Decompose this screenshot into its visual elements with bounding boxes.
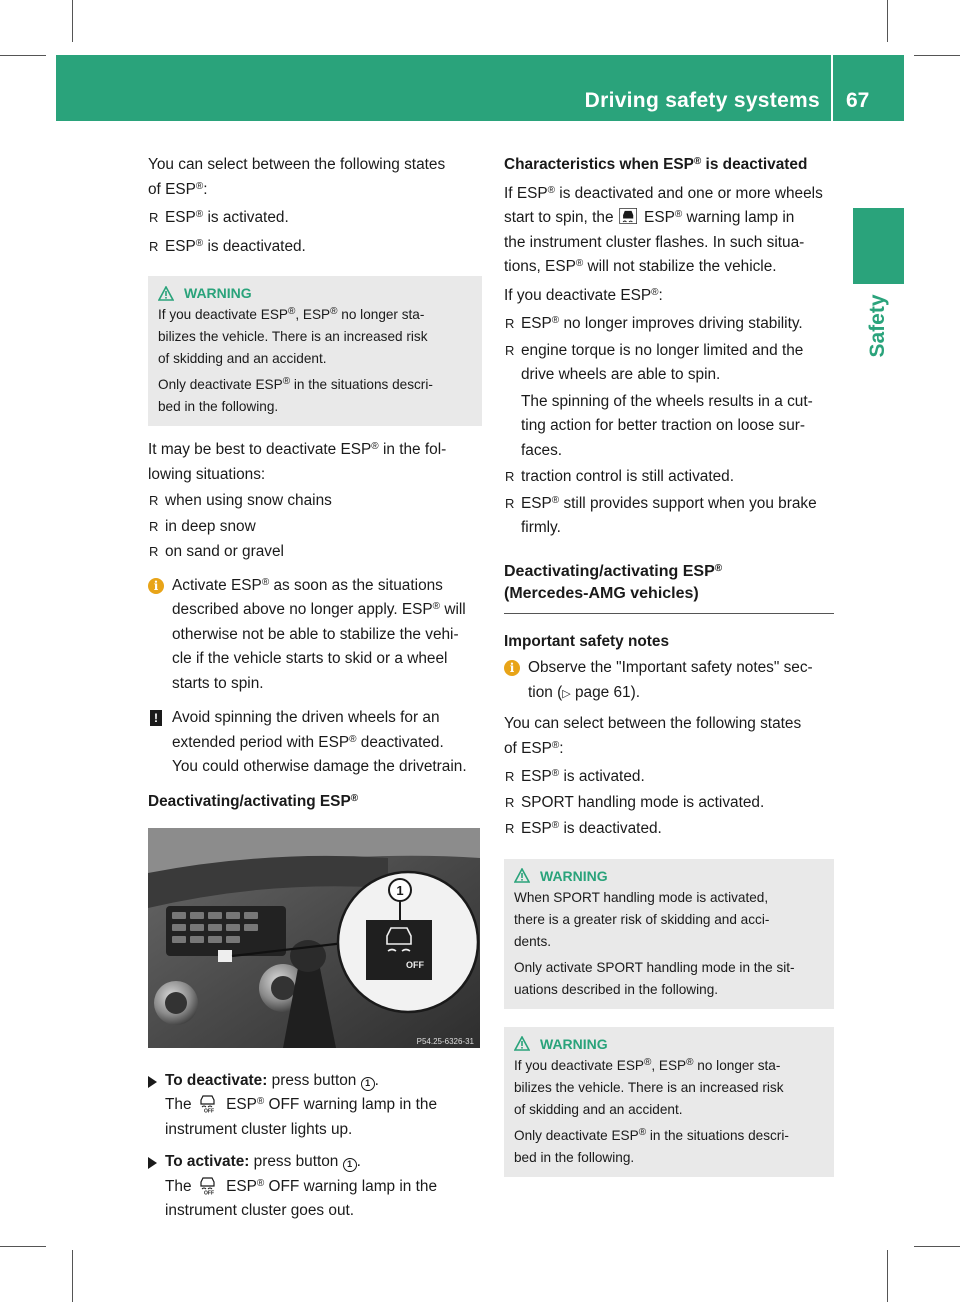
list-item: R SPORT handling mode is activated. (504, 791, 834, 816)
list-item: R ESP® is activated. (504, 765, 834, 790)
callout-number: 1 (361, 1077, 375, 1091)
warning-text: Only deactivate ESP® in the situations descri- bed in the following. (158, 376, 433, 414)
warning-heading: WARNING (514, 1033, 826, 1055)
caution-note (148, 706, 482, 780)
info-note (148, 574, 482, 697)
button-off-label: OFF (406, 960, 424, 970)
page-title: Driving safety systems (584, 89, 820, 112)
image-reference: P54.25-6326-31 (416, 1037, 474, 1046)
warning-text: When SPORT handling mode is activated, there is a greater risk of skidding and acci- dents. (514, 889, 770, 949)
crop-mark (0, 1246, 46, 1247)
step-item (148, 1150, 482, 1224)
crop-mark (914, 55, 960, 56)
info-text: Observe the "Important safety notes" sec- tion (▷ page 61). (528, 659, 813, 701)
page-ref-arrow-icon: ▷ (562, 687, 571, 700)
crop-mark (0, 55, 46, 56)
list-subtext: The spinning of the wheels results in a cut- ting action for better traction on loose sur- faces. (521, 392, 813, 459)
warning-text: Only activate SPORT handling mode in the sit- uations described in the following. (514, 959, 795, 997)
section-tab (853, 208, 904, 284)
esp-warning-lamp-icon (618, 206, 640, 226)
esp-off-warning-lamp-icon (196, 1175, 222, 1195)
list-item: R when using snow chains (148, 489, 482, 514)
section-heading: Deactivating/activating ESP® (504, 562, 723, 580)
subsection-heading: Important safety notes (504, 632, 670, 650)
list-item: R ESP® is deactivated. (504, 817, 834, 842)
warning-triangle-icon (514, 868, 530, 883)
crop-mark (72, 0, 73, 42)
page-number: 67 (846, 89, 870, 112)
svg-text:OFF: OFF (203, 1190, 214, 1195)
section-heading: Deactivating/activating ESP® (148, 792, 359, 810)
warning-text: If you deactivate ESP®, ESP® no longer sta- bilizes the vehicle. There is an increased risk of skidding and an accident. (158, 306, 428, 366)
esp-off-warning-lamp-icon (196, 1093, 222, 1113)
callout-number: 1 (343, 1158, 357, 1172)
section-heading: (Mercedes-AMG vehicles) (504, 584, 699, 602)
esp-button-photo (148, 828, 480, 1048)
right-column (504, 153, 834, 1177)
exclamation-icon: ! (150, 710, 162, 726)
section-heading: Characteristics when ESP® is deactivated (504, 156, 808, 173)
warning-box (504, 859, 834, 1009)
body-text: You can select between the following states of ESP®: (504, 715, 802, 757)
info-text: Activate ESP® as soon as the situations described above no longer apply. ESP® will otherwise not be able to stabilize the vehi- cle if the vehicle starts to skid or a wheel starts to spin. (172, 576, 466, 692)
list-item: R in deep snow (148, 515, 482, 540)
warning-heading: WARNING (514, 865, 826, 887)
intro-text: of ESP®: (148, 180, 208, 198)
list-item: R on sand or gravel (148, 540, 482, 565)
list-item: R traction control is still activated. (504, 465, 834, 490)
caution-text: Avoid spinning the driven wheels for an extended period with ESP® deactivated. You could otherwise damage the drivetrain. (172, 709, 467, 775)
warning-box (504, 1027, 834, 1177)
section-heading-group (504, 561, 834, 614)
warning-triangle-icon (158, 286, 174, 301)
info-icon: i (148, 578, 164, 594)
crop-mark (72, 1250, 73, 1302)
info-icon: i (504, 660, 520, 676)
crop-mark (887, 1250, 888, 1302)
callout-number: 1 (396, 883, 404, 898)
step-item (148, 1069, 482, 1143)
list-item: R ESP® no longer improves driving stability. (504, 312, 834, 337)
list-item: R ESP® still provides support when you brake firmly. (504, 492, 834, 541)
step-text: To deactivate: press button 1 . The OFF ESP® OFF warning lamp in the instrument cluster lights up. (165, 1071, 438, 1138)
warning-text: If you deactivate ESP®, ESP® no longer sta- bilizes the vehicle. There is an increased risk of skidding and an accident. (514, 1056, 784, 1117)
body-text: It may be best to deactivate ESP® in the fol- lowing situations: (148, 441, 447, 483)
intro-text: You can select between the following states (148, 156, 446, 173)
section-label: Safety (866, 294, 889, 358)
crop-mark (914, 1246, 960, 1247)
body-text: If ESP® is deactivated and one or more wheels start to spin, the ESP® warning lamp in the instrument cluster flashes. In such situa- tions, ESP® will not stabilize the vehicle. (504, 184, 823, 275)
warning-box (148, 276, 482, 426)
crop-mark (887, 0, 888, 42)
warning-heading: WARNING (158, 282, 474, 304)
header-separator (831, 55, 833, 121)
list-item: R engine torque is no longer limited and the drive wheels are able to spin. (504, 339, 834, 388)
warning-triangle-icon (514, 1036, 530, 1051)
list-item: R ESP® is deactivated. (148, 235, 482, 260)
left-column (148, 153, 482, 1224)
step-text: To activate: press button 1 . The OFF ESP® OFF warning lamp in the instrument cluster goes out. (165, 1153, 438, 1219)
list-item: R ESP® is activated. (148, 206, 482, 231)
info-note (504, 656, 834, 706)
warning-text: Only deactivate ESP® in the situations descri- bed in the following. (514, 1126, 789, 1165)
svg-text:OFF: OFF (203, 1108, 214, 1113)
body-text: If you deactivate ESP®: (504, 286, 663, 304)
